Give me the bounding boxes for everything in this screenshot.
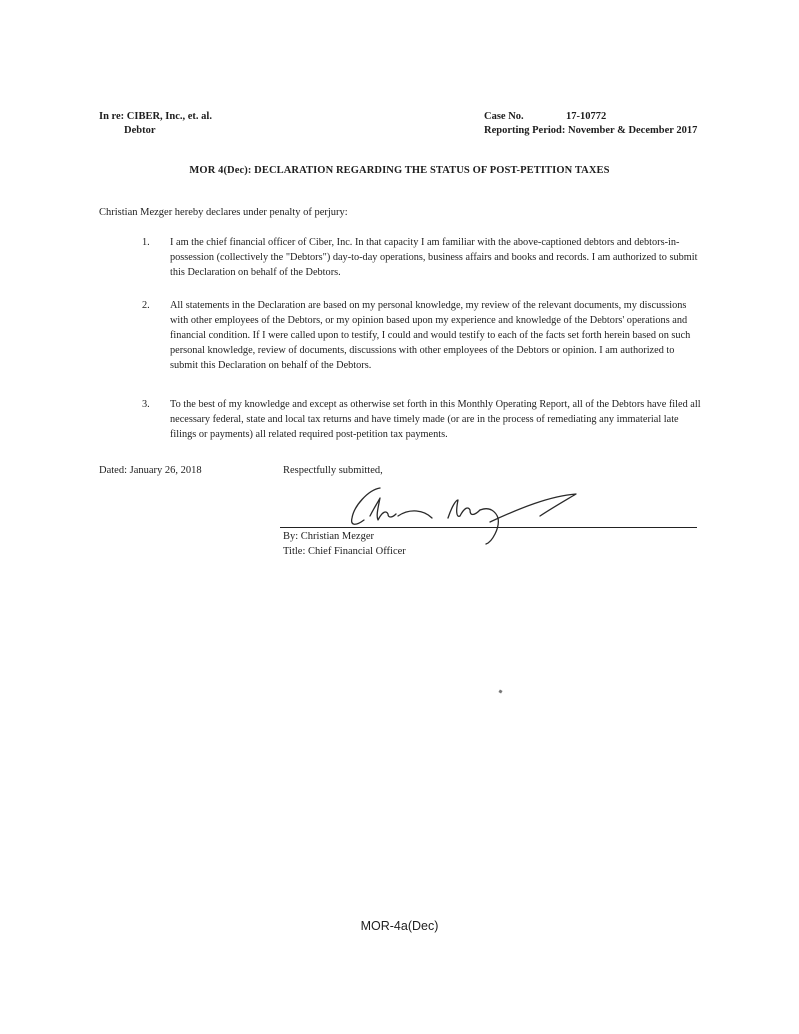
debtor-label: Debtor: [124, 125, 156, 136]
scan-speck: [498, 689, 502, 693]
document-title: MOR 4(Dec): DECLARATION REGARDING THE STATUS OF POST-PETITION TAXES: [189, 165, 610, 176]
paragraph-number: 1.: [142, 237, 150, 248]
paragraph-text: All statements in the Declaration are based on my personal knowledge, my review of the relevant documents, my discussions with other employees of the Debtors, or my opinion based upon my experience and knowledge of the Debtors' operations and financial condition. If I were called upon to testify, I could and would testify to each of the facts set forth herein based on such personal knowledge, review of documents, discussions with other employees of the Debtors or opinion. I am authorized to submit this Declaration on behalf of the Debtors.: [170, 300, 691, 371]
case-caption: [99, 110, 212, 138]
paragraph-text: I am the chief financial officer of Ciber, Inc. In that capacity I am familiar with the above-captioned debtors and debtors-in-possession (collectively the "Debtors") day-to-day operations, business affairs and books and records. I am authorized to submit this Declaration on behalf of the Debtors.: [170, 237, 698, 278]
in-re-caption: In re: CIBER, Inc., et. al.: [99, 111, 212, 122]
case-info: [484, 110, 697, 138]
signer-title: Title: Chief Financial Officer: [283, 546, 406, 557]
paragraph-number: 2.: [142, 300, 150, 311]
case-number-row: [484, 110, 697, 124]
signer-name: By: Christian Mezger: [283, 531, 374, 542]
respectfully-submitted: Respectfully submitted,: [283, 465, 383, 476]
case-number-label: Case No.: [484, 111, 524, 122]
page-footer-label: MOR-4a(Dec): [360, 919, 439, 933]
signature-line: [280, 527, 697, 528]
handwritten-signature: [340, 478, 590, 548]
paragraph-number: 3.: [142, 399, 150, 410]
paragraph-text: To the best of my knowledge and except as otherwise set forth in this Monthly Operating Report, all of the Debtors have filed all necessary federal, state and local tax returns and have timely made (or are in the process of remediating any immaterial late filings or payments) all related required post-petition tax payments.: [170, 399, 701, 440]
declaration-intro: Christian Mezger hereby declares under penalty of perjury:: [99, 207, 348, 218]
case-number-value: 17-10772: [566, 111, 607, 122]
reporting-period: Reporting Period: November & December 2017: [484, 125, 698, 136]
dated-line: Dated: January 26, 2018: [99, 465, 202, 476]
